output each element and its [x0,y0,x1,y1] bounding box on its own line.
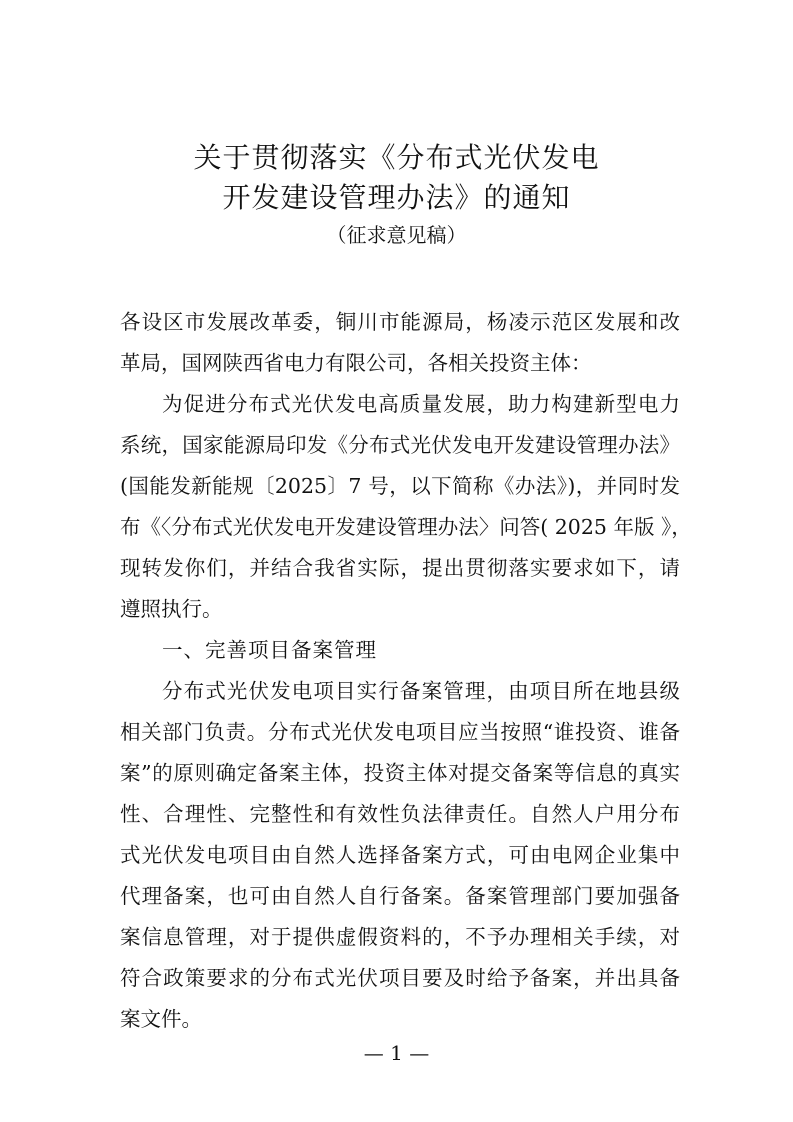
section-line: 案信息管理，对于提供虚假资料的，不予办理相关手续，对 [120,925,680,949]
section-line: 分布式光伏发电项目实行备案管理，由项目所在地县级 [162,679,680,703]
title-line-1: 关于贯彻落实《分布式光伏发电 [193,141,600,174]
section-line: 代理备案，也可由自然人自行备案。备案管理部门要加强备 [120,884,680,908]
title-line-2: 开发建设管理办法》的通知 [222,181,571,214]
document-body [120,302,692,1040]
section-line: 案文件。 [120,1007,202,1031]
document-title [0,138,793,250]
section-line: 符合政策要求的分布式光伏项目要及时给予备案，并出具备 [120,966,680,990]
intro-line: 为促进分布式光伏发电高质量发展，助力构建新型电力 [162,392,680,416]
intro-line: 系统，国家能源局印发《分布式光伏发电开发建设管理办法》 [120,433,680,457]
page-number: — 1 — [363,1041,430,1065]
section-line: 性、合理性、完整性和有效性负法律责任。自然人户用分布 [120,802,680,826]
intro-line: 遵照执行。 [120,597,223,621]
section-line: 案”的原则确定备案主体，投资主体对提交备案等信息的真实 [120,761,680,785]
addressee-line: 革局，国网陕西省电力有限公司，各相关投资主体： [120,351,592,375]
draft-subtitle: （征求意见稿） [326,223,467,247]
intro-line: 布《〈分布式光伏发电开发建设管理办法〉问答( 2025 年版 》， [120,515,692,539]
intro-line: 现转发你们，并结合我省实际，提出贯彻落实要求如下，请 [120,556,680,580]
intro-line: (国能发新能规〔2025〕7 号，以下简称《办法》)，并同时发 [120,474,680,498]
addressee-line: 各设区市发展改革委，铜川市能源局，杨凌示范区发展和改 [120,310,680,334]
section-line: 相关部门负责。分布式光伏发电项目应当按照“谁投资、谁备 [120,720,680,744]
section-heading: 一、完善项目备案管理 [162,638,377,662]
section-line: 式光伏发电项目由自然人选择备案方式，可由电网企业集中 [120,843,680,867]
